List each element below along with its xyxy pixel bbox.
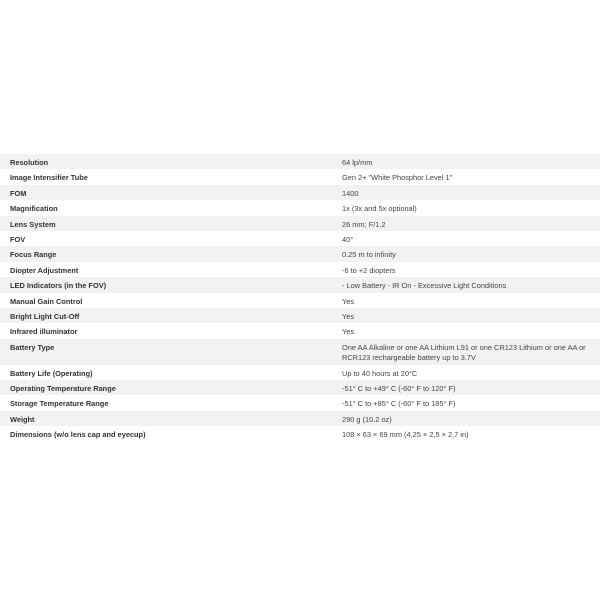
- spec-label: Lens System: [10, 219, 56, 229]
- table-row: [0, 231, 600, 246]
- spec-label: Manual Gain Control: [10, 296, 83, 306]
- spec-label: Image Intensifier Tube: [10, 173, 88, 183]
- spec-label: Infrared illuminator: [10, 327, 78, 337]
- spec-value: - Low Battery - IR On - Excessive Light Conditions: [342, 281, 507, 291]
- spec-label: Storage Temperature Range: [10, 399, 109, 409]
- spec-value: -51° C to +49° C (-60° F to 120° F): [342, 384, 456, 394]
- spec-value: Gen 2+ "White Phosphor Level 1": [342, 173, 453, 183]
- spec-value: 1x (3x and 5x optional): [342, 204, 417, 214]
- spec-value: -6 to +2 diopters: [342, 265, 396, 275]
- table-row: [0, 339, 600, 365]
- spec-label: FOV: [10, 234, 26, 244]
- table-row: [0, 277, 600, 292]
- table-row: [0, 154, 600, 169]
- table-row: [0, 365, 600, 380]
- spec-label: Battery Type: [10, 342, 55, 352]
- spec-value: 0.25 m to infinity: [342, 250, 396, 260]
- table-row: [0, 395, 600, 410]
- spec-label: Diopter Adjustment: [10, 265, 79, 275]
- spec-label: Dimensions (w/o lens cap and eyecup): [10, 430, 146, 440]
- spec-label: Magnification: [10, 204, 58, 214]
- table-row: [0, 262, 600, 277]
- spec-value: Yes: [342, 327, 355, 337]
- spec-label: LED Indicators (in the FOV): [10, 281, 107, 291]
- spec-label: Bright Light Cut-Off: [10, 311, 80, 321]
- spec-label: Weight: [10, 414, 35, 424]
- table-row: [0, 411, 600, 426]
- table-row: [0, 200, 600, 215]
- spec-value: 26 mm; F/1.2: [342, 219, 386, 229]
- table-row: [0, 185, 600, 200]
- spec-value: -51° C to +85° C (-60° F to 185° F): [342, 399, 456, 409]
- spec-label: Resolution: [10, 158, 49, 167]
- table-row: [0, 293, 600, 308]
- table-row: [0, 216, 600, 231]
- spec-value: 40°: [342, 234, 354, 244]
- spec-label: Battery Life (Operating): [10, 368, 93, 378]
- table-row: [0, 169, 600, 184]
- specifications-table: [0, 154, 600, 442]
- spec-value: One AA Alkaline or one AA Lithium L91 or one CR123 Lithium or one AA or RCR123 rechargeable battery up to 3.7V: [342, 342, 586, 362]
- spec-value: 64 lp/mm: [342, 158, 373, 167]
- spec-value: 108 × 63 × 69 mm (4,25 × 2,5 × 2,7 in): [342, 430, 469, 440]
- table-row: [0, 308, 600, 323]
- spec-value: 1400: [342, 188, 359, 198]
- spec-label: FOM: [10, 188, 27, 198]
- spec-value: Up to 40 hours at 20°C: [342, 368, 418, 378]
- spec-value: Yes: [342, 296, 355, 306]
- spec-label: Focus Range: [10, 250, 57, 260]
- table-row: [0, 380, 600, 395]
- table-row: [0, 323, 600, 338]
- spec-value: 290 g (10.2 oz): [342, 414, 392, 424]
- spec-label: Operating Temperature Range: [10, 384, 116, 394]
- spec-value: Yes: [342, 311, 355, 321]
- table-row: [0, 426, 600, 441]
- table-row: [0, 246, 600, 261]
